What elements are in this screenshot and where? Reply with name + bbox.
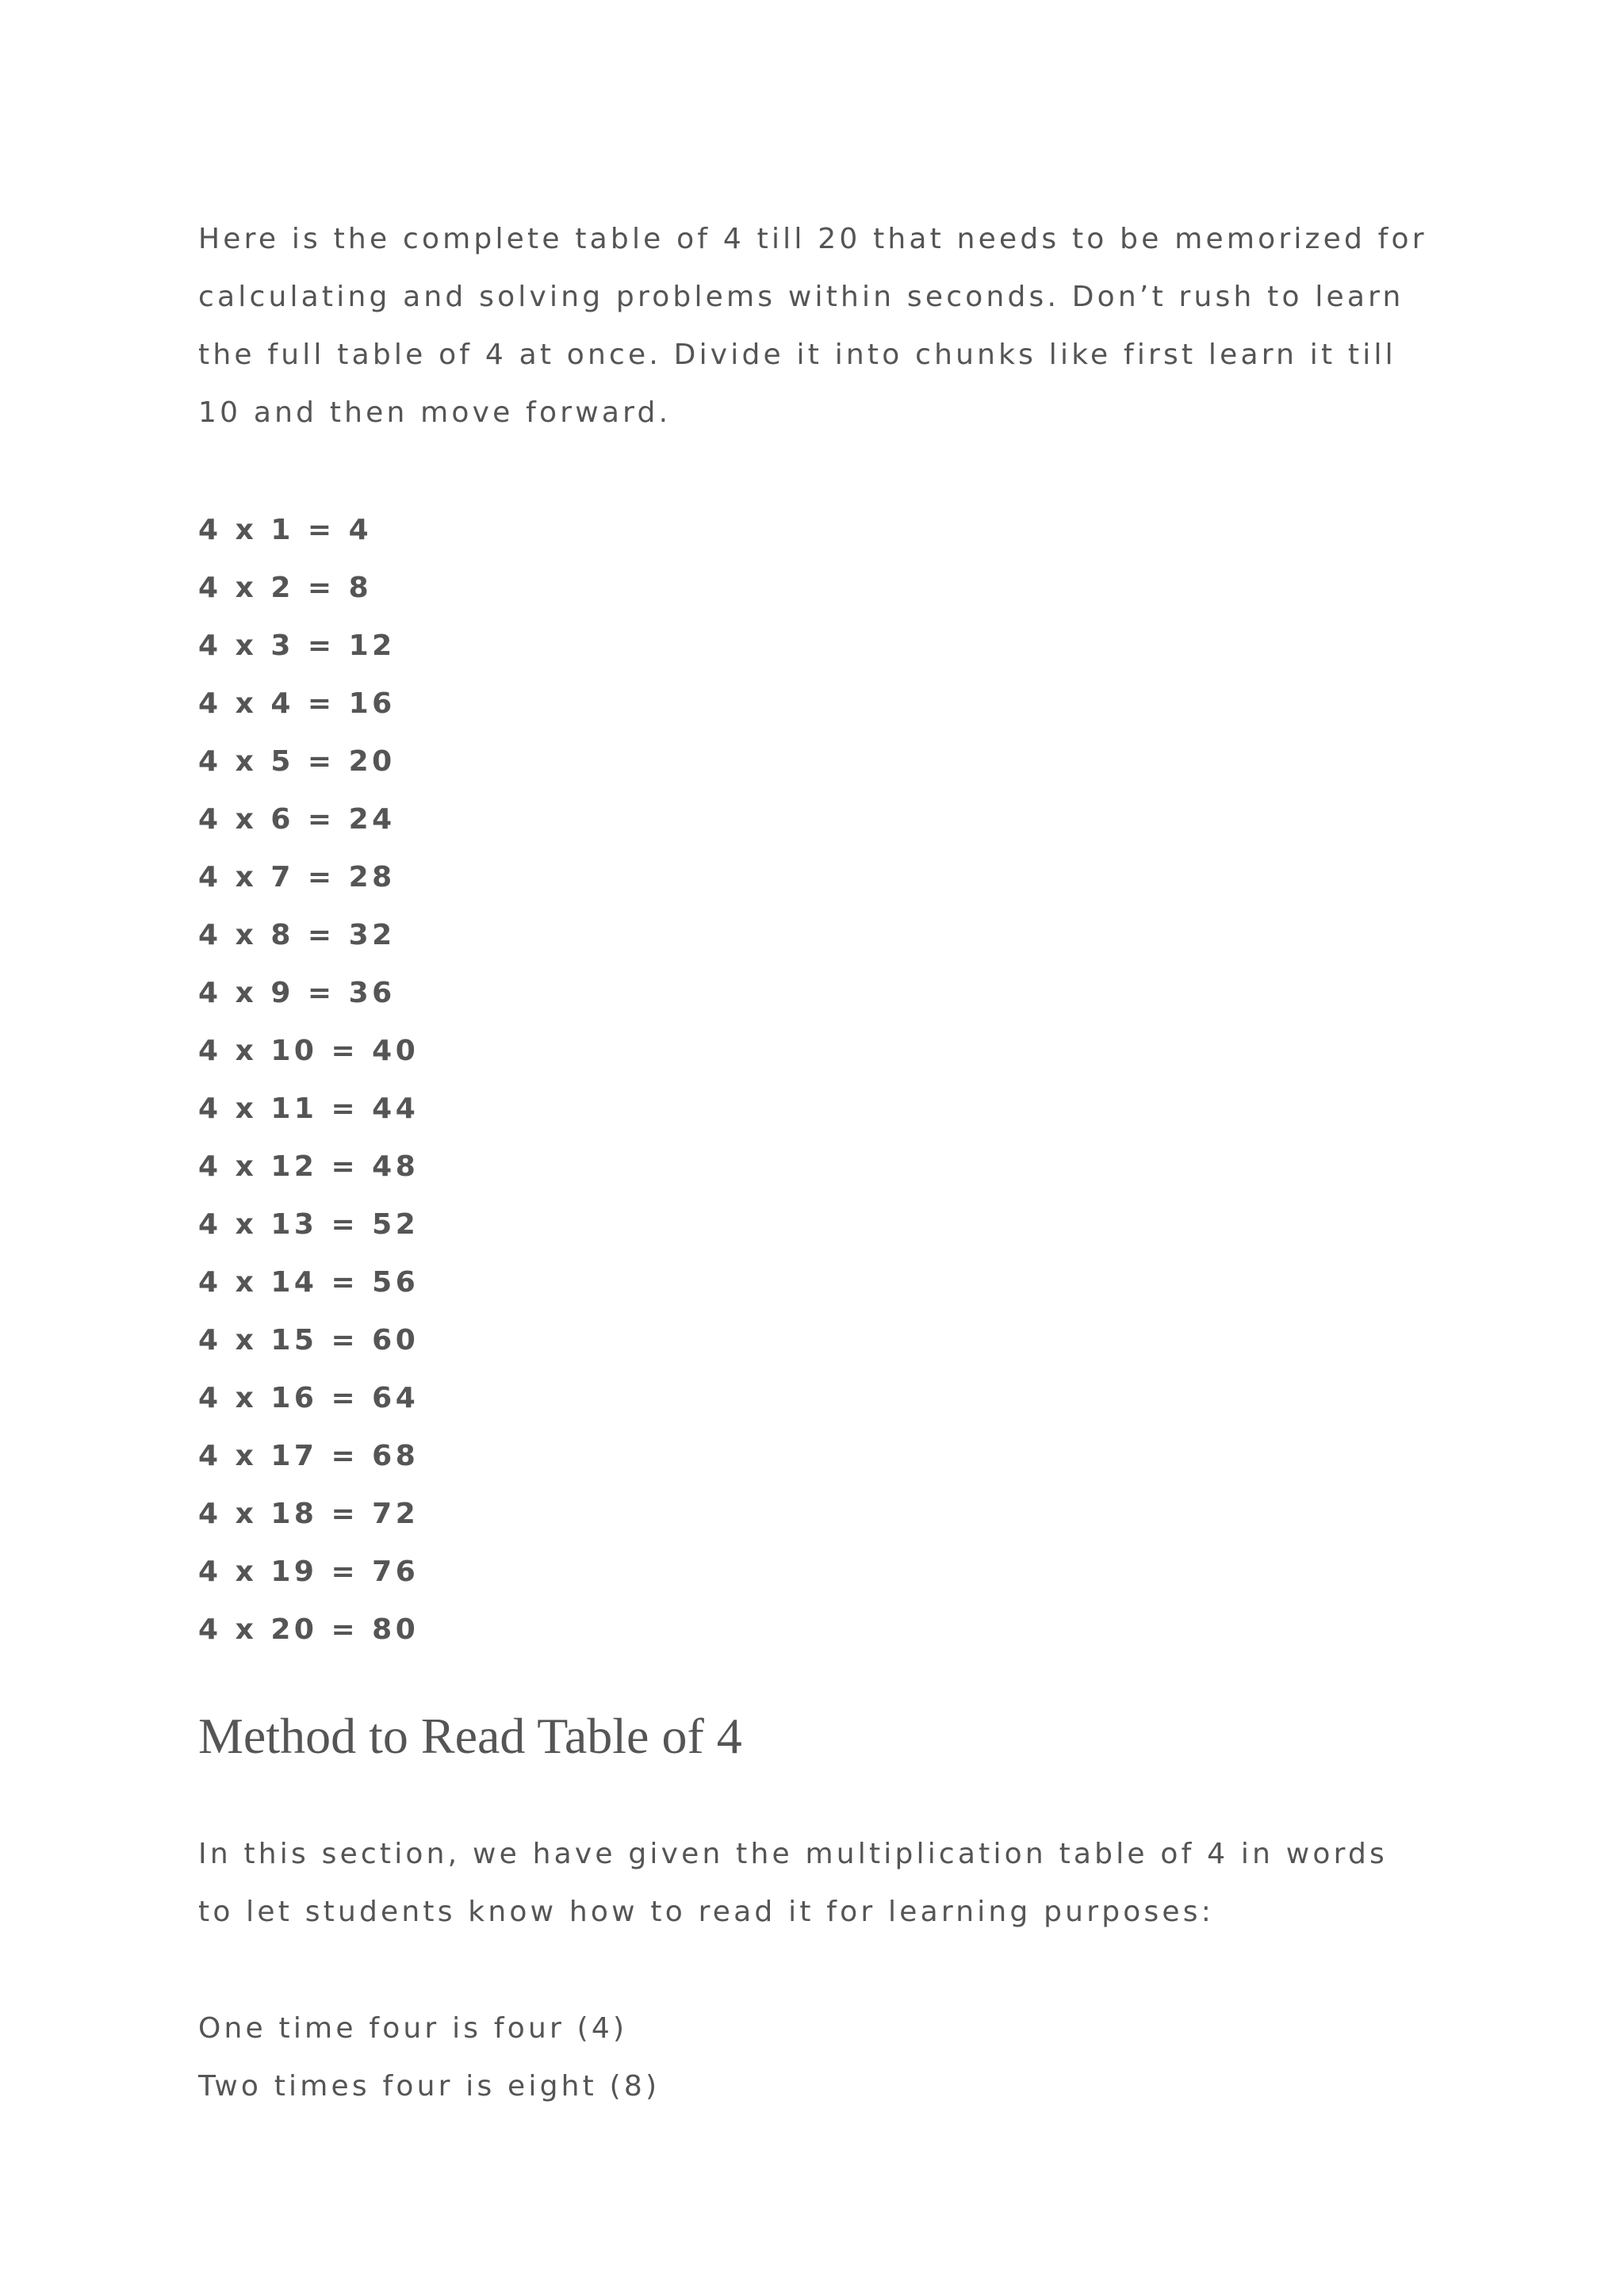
- section-heading: Method to Read Table of 4: [198, 1708, 742, 1764]
- table-row: 4 x 12 = 48: [198, 1150, 419, 1183]
- table-row: 4 x 4 = 16: [198, 687, 396, 720]
- table-row: 4 x 20 = 80: [198, 1613, 419, 1646]
- section-paragraph: In this section, we have given the multiplication table of 4 in words to let students know how to read it for learning purposes:: [198, 1838, 1388, 1928]
- table-row: 4 x 14 = 56: [198, 1266, 419, 1299]
- table-row: 4 x 8 = 32: [198, 919, 396, 951]
- table-row: 4 x 11 = 44: [198, 1093, 419, 1125]
- table-row: 4 x 3 = 12: [198, 629, 396, 662]
- table-row: 4 x 18 = 72: [198, 1498, 419, 1530]
- table-row: 4 x 16 = 64: [198, 1382, 419, 1414]
- table-row: 4 x 15 = 60: [198, 1324, 419, 1357]
- table-in-words-list: [198, 1999, 660, 2115]
- table-row: 4 x 17 = 68: [198, 1440, 419, 1472]
- table-row: 4 x 1 = 4: [198, 514, 373, 546]
- table-row: 4 x 2 = 8: [198, 572, 373, 604]
- list-item: One time four is four (4): [198, 2012, 628, 2045]
- table-row: 4 x 6 = 24: [198, 803, 396, 836]
- table-row: 4 x 5 = 20: [198, 745, 396, 778]
- table-row: 4 x 13 = 52: [198, 1208, 419, 1241]
- table-row: 4 x 9 = 36: [198, 977, 396, 1009]
- table-row: 4 x 10 = 40: [198, 1035, 419, 1067]
- multiplication-table: [198, 501, 419, 1659]
- table-row: 4 x 19 = 76: [198, 1556, 419, 1588]
- intro-paragraph: Here is the complete table of 4 till 20 that needs to be memorized for calculating and solving problems within seconds. Don’t rush to learn the full table of 4 at once. Divide it into chunks like first learn it till 10 and then move forward.: [198, 223, 1427, 429]
- table-row: 4 x 7 = 28: [198, 861, 396, 894]
- list-item: Two times four is eight (8): [198, 2070, 661, 2103]
